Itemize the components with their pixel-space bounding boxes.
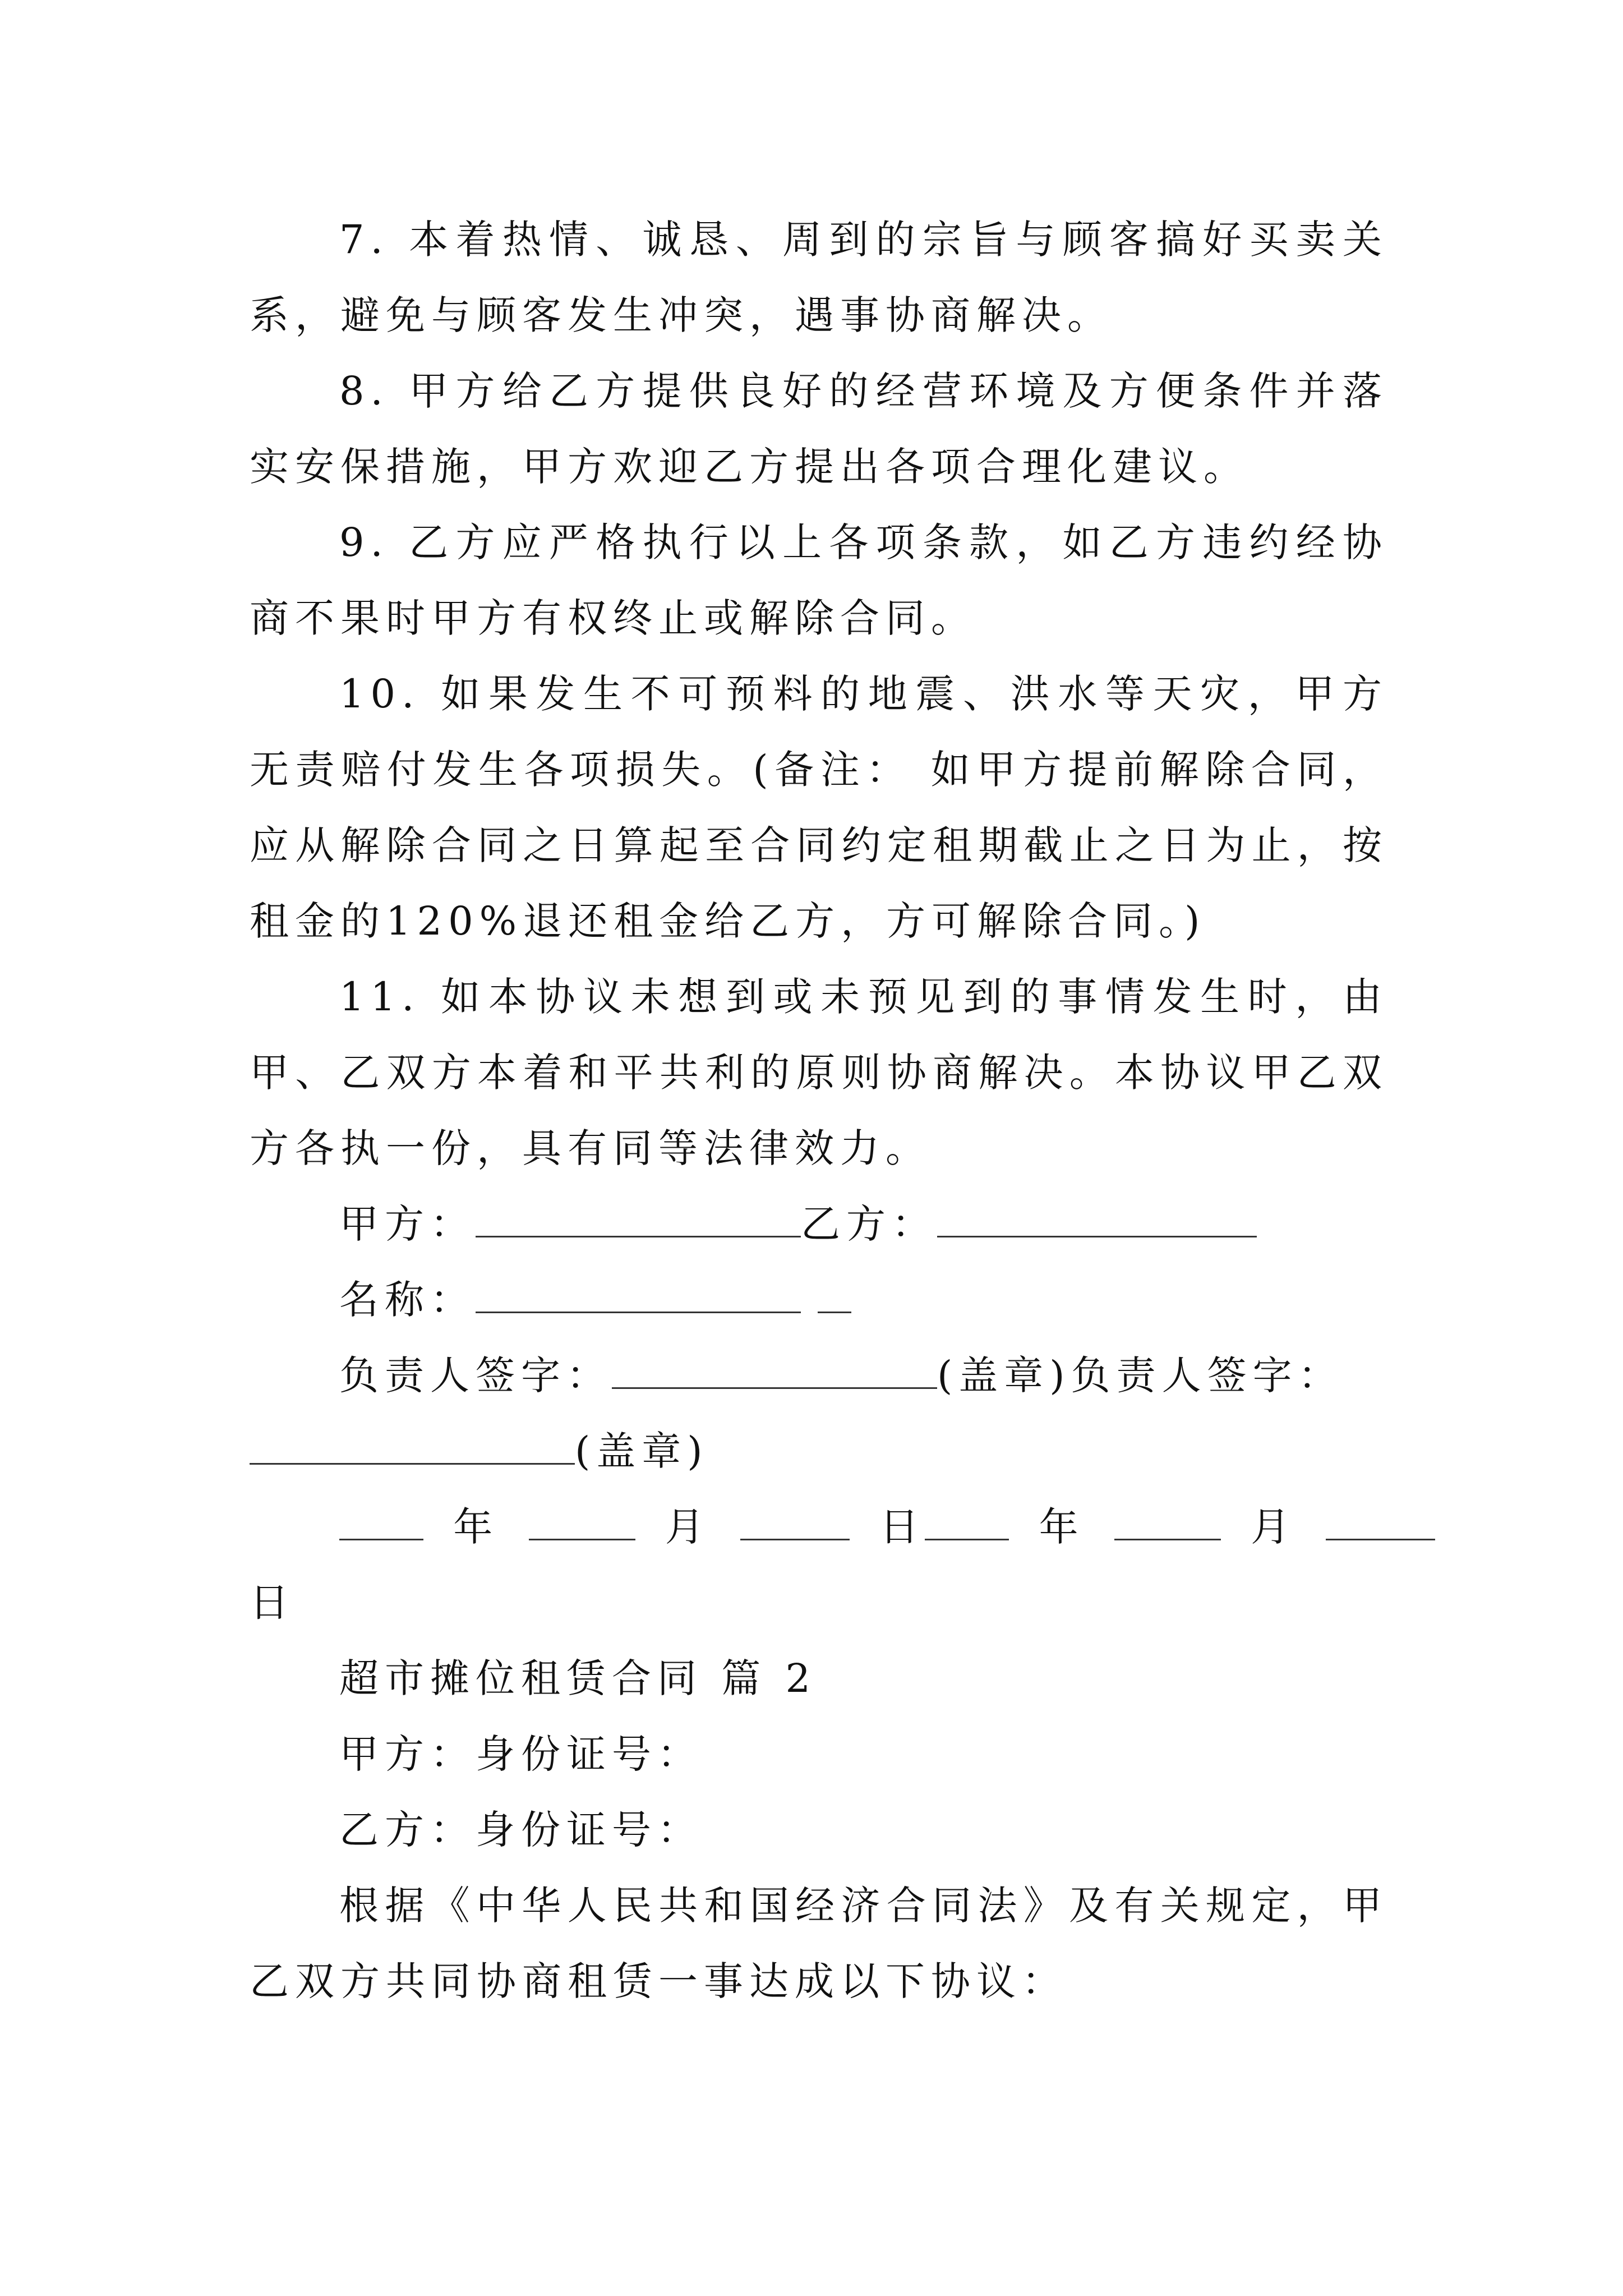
section2-party-a: 甲方：身份证号： <box>339 1731 703 1777</box>
date-line <box>250 1489 1388 1565</box>
section2-heading: 超市摊位租赁合同 篇 2 <box>339 1655 817 1701</box>
seal-label-2: (盖章) <box>575 1428 709 1474</box>
signer-label-2: 负责人签字： <box>1071 1352 1344 1398</box>
day-label-1: 日 <box>879 1504 925 1550</box>
section2-party-b: 乙方：身份证号： <box>339 1807 703 1853</box>
section2-intro: 根据《中华人民共和国经济合同法》及有关规定，甲乙双方共同协商租赁一事达成以下协议： <box>250 1883 1388 2004</box>
party-a-blank <box>476 1203 801 1237</box>
clause-7: 7. 本着热情、诚恳、周到的宗旨与顾客搞好买卖关系，避免与顾客发生冲突，遇事协商解决。 <box>250 217 1388 338</box>
signer-blank-2 <box>250 1430 575 1465</box>
signer-label: 负责人签字： <box>339 1352 612 1398</box>
signer-blank <box>612 1355 937 1389</box>
month-label-1: 月 <box>665 1504 711 1550</box>
clause-11: 11. 如本协议未想到或未预见到的事情发生时，由甲、乙双方本着和平共利的原则协商解决。本协议甲乙双方各执一份，具有同等法律效力。 <box>250 974 1388 1171</box>
month-blank-1 <box>529 1506 635 1540</box>
seal-label: (盖章) <box>937 1352 1071 1398</box>
party-b-blank <box>937 1203 1257 1237</box>
signer-line <box>250 1338 1388 1489</box>
clause-8: 8. 甲方给乙方提供良好的经营环境及方便条件并落实安保措施，甲方欢迎乙方提出各项合理化建议。 <box>250 368 1388 490</box>
party-signature-line <box>250 1186 1388 1262</box>
day-blank-2 <box>1326 1506 1435 1540</box>
month-blank-2 <box>1114 1506 1221 1540</box>
party-a-label: 甲方： <box>339 1201 476 1247</box>
name-blank-2 <box>818 1279 851 1313</box>
name-line <box>250 1262 1388 1338</box>
year-label-1: 年 <box>453 1504 499 1550</box>
year-blank-1 <box>339 1506 423 1540</box>
name-blank <box>476 1279 801 1313</box>
clause-10: 10. 如果发生不可预料的地震、洪水等天灾，甲方无责赔付发生各项损失。(备注： 如甲方提前解除合同，应从解除合同之日算起至合同约定租期截止之日为止，按租金的120%退还租金给乙方，方可解除合同。) <box>250 671 1388 944</box>
document-body <box>250 202 1388 2019</box>
day-blank-1 <box>740 1506 850 1540</box>
day-wrap <box>250 1565 1388 1641</box>
year-label-2: 年 <box>1039 1504 1085 1550</box>
party-b-label: 乙方： <box>801 1201 937 1247</box>
month-label-2: 月 <box>1251 1504 1297 1550</box>
name-label: 名称： <box>339 1277 476 1323</box>
day-label-2: 日 <box>250 1580 295 1626</box>
clause-9: 9. 乙方应严格执行以上各项条款，如乙方违约经协商不果时甲方有权终止或解除合同。 <box>250 519 1388 641</box>
year-blank-2 <box>925 1506 1009 1540</box>
